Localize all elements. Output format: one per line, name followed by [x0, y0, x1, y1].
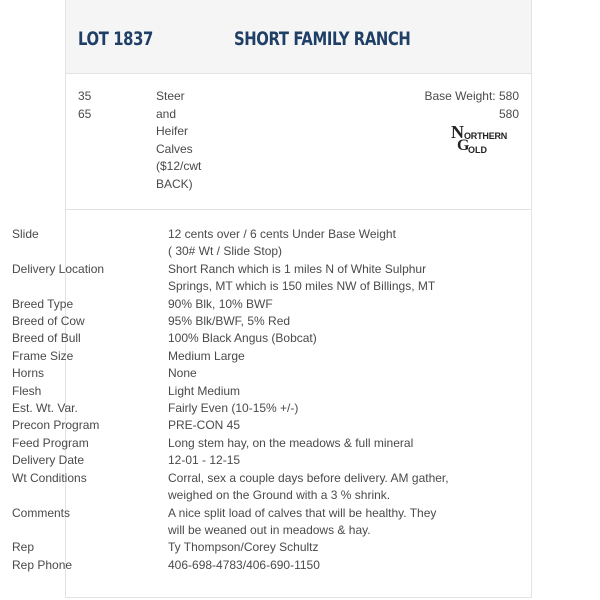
spec-value — [168, 348, 457, 365]
spec-value-line: Long stem hay, on the meadows & full mineral — [168, 435, 414, 450]
spec-label: Breed of Bull — [12, 331, 81, 346]
spec-row — [12, 348, 457, 365]
spec-value — [168, 365, 457, 382]
spec-value-line: 406-698-4783/406-690-1150 — [168, 557, 320, 572]
spec-value — [168, 261, 457, 296]
spec-value-line: Medium Large — [168, 348, 245, 363]
head-counts — [78, 88, 91, 123]
spec-value-line: None — [168, 366, 197, 381]
base-weight-second: 580 — [498, 106, 519, 121]
spec-value — [168, 313, 457, 330]
base-weight — [424, 88, 519, 123]
spec-label: Precon Program — [12, 418, 100, 433]
spec-value-line: PRE-CON 45 — [168, 418, 241, 433]
spec-value — [168, 505, 457, 540]
spec-label: Rep — [12, 540, 35, 555]
consignor-name: SHORT FAMILY RANCH — [234, 28, 411, 50]
spec-value-line: Corral, sex a couple days before delivery. AM gather, — [168, 470, 449, 485]
spec-row — [12, 470, 457, 505]
spec-row — [12, 261, 457, 296]
spec-label: Est. Wt. Var. — [12, 401, 78, 416]
spec-row — [12, 296, 457, 313]
spec-value-line: ( 30# Wt / Slide Stop) — [168, 244, 283, 259]
lot-summary — [66, 74, 531, 210]
spec-value — [168, 417, 457, 434]
head-count: 65 — [78, 106, 92, 121]
description-line: BACK) — [156, 176, 193, 191]
spec-value-line: Short Ranch which is 1 miles N of White Sulphur — [168, 261, 427, 276]
description-line: Steer — [156, 89, 185, 103]
spec-row — [12, 557, 457, 574]
spec-value-line: 95% Blk/BWF, 5% Red — [168, 314, 291, 329]
northern-gold-logo: N ORTHERN G OLD — [451, 122, 508, 155]
spec-row — [12, 417, 457, 434]
spec-label: Comments — [12, 505, 71, 520]
spec-label: Frame Size — [12, 348, 74, 363]
spec-row — [12, 313, 457, 330]
spec-value — [168, 452, 457, 469]
spec-value — [168, 470, 457, 505]
spec-value-line: Springs, MT which is 150 miles NW of Billings, MT — [168, 279, 436, 294]
spec-value-line: Fairly Even (10-15% +/-) — [168, 401, 299, 416]
spec-value-line: weighed on the Ground with a 3 % shrink. — [168, 488, 391, 503]
spec-value — [168, 557, 457, 574]
spec-value-line: Light Medium — [168, 383, 241, 398]
description-line: ($12/cwt — [156, 159, 202, 173]
head-count: 35 — [78, 89, 92, 103]
spec-value-line: 12 cents over / 6 cents Under Base Weight — [168, 227, 396, 241]
spec-row — [12, 226, 457, 261]
spec-value-line: 12-01 - 12-15 — [168, 453, 241, 468]
spec-row — [12, 505, 457, 540]
description-line: and — [156, 106, 177, 121]
spec-label: Rep Phone — [12, 557, 73, 572]
spec-row — [12, 400, 457, 417]
spec-row — [12, 539, 457, 556]
base-weight-label: Base Weight: 580 — [424, 89, 519, 103]
spec-value — [168, 435, 457, 452]
lot-number: LOT 1837 — [78, 28, 153, 50]
spec-value-line: will be weaned out in meadows & hay. — [168, 522, 371, 537]
description-line: Heifer — [156, 124, 189, 138]
spec-value — [168, 400, 457, 417]
spec-value — [168, 330, 457, 347]
spec-value-line: 100% Black Angus (Bobcat) — [168, 331, 317, 346]
spec-value — [168, 539, 457, 556]
spec-value-line: A nice split load of calves that will be healthy. They — [168, 505, 437, 520]
lot-description — [156, 88, 226, 193]
spec-row — [12, 435, 457, 452]
spec-label: Slide — [12, 227, 39, 241]
spec-label: Breed Type — [12, 296, 74, 311]
spec-value — [168, 226, 457, 261]
spec-row — [12, 383, 457, 400]
lot-header — [66, 0, 531, 74]
spec-row — [12, 330, 457, 347]
spec-label: Horns — [12, 366, 45, 381]
spec-value-line: 90% Blk, 10% BWF — [168, 296, 273, 311]
spec-label: Wt Conditions — [12, 470, 87, 485]
spec-value — [168, 383, 457, 400]
spec-value-line: Ty Thompson/Corey Schultz — [168, 540, 319, 555]
spec-label: Delivery Location — [12, 261, 105, 276]
spec-label: Breed of Cow — [12, 314, 85, 329]
spec-row — [12, 365, 457, 382]
spec-row — [12, 452, 457, 469]
spec-label: Feed Program — [12, 435, 89, 450]
spec-label: Delivery Date — [12, 453, 85, 468]
spec-label: Flesh — [12, 383, 42, 398]
spec-value — [168, 296, 457, 313]
lot-specifications — [12, 226, 457, 574]
description-line: Calves — [156, 141, 193, 156]
